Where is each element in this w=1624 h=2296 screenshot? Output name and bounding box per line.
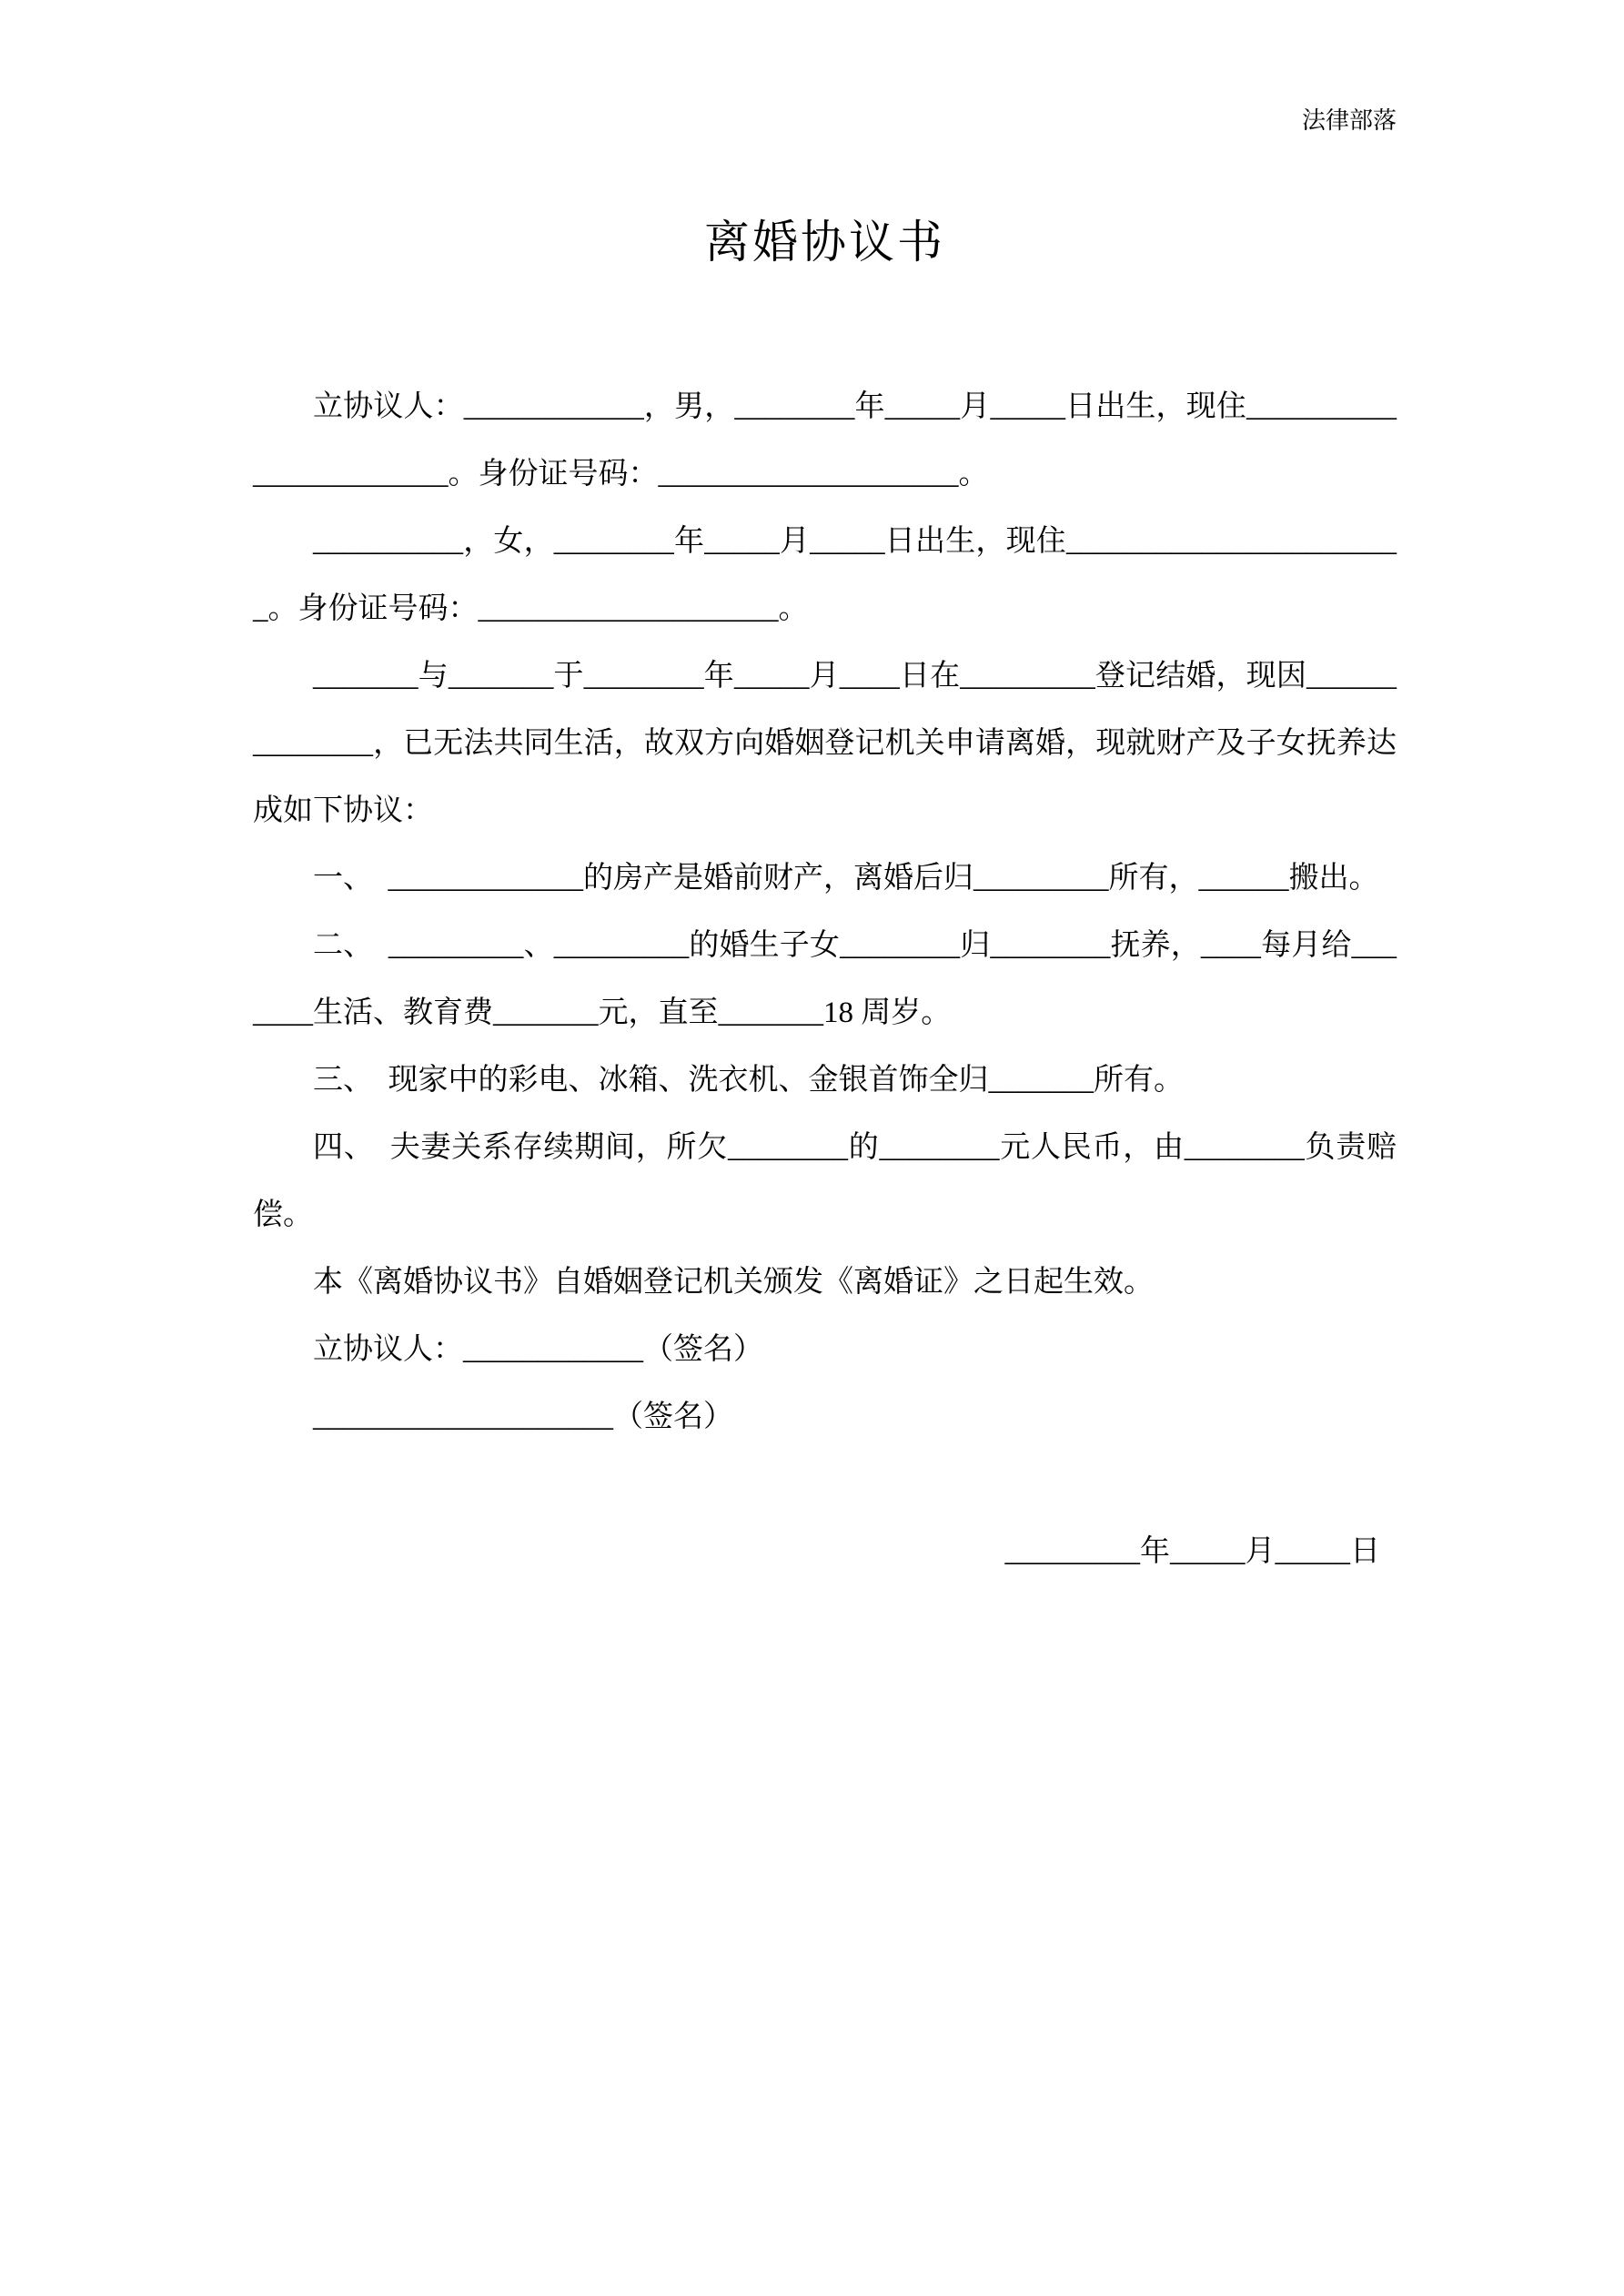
- document-body: [253, 373, 1397, 1585]
- site-label: 法律部落: [1301, 107, 1397, 134]
- page-title: 离婚协议书: [704, 217, 945, 268]
- date-line: _________年_____月_____日: [1004, 1535, 1380, 1568]
- clause-1-property: 一、 _____________的房产是婚前财产，离婚后归_________所有，______搬出。: [313, 862, 1379, 895]
- clause-4-debts: 四、 夫妻关系存续期间，所欠________的________元人民币，由________负责赔偿。: [253, 1131, 1397, 1231]
- clause-2-children: 二、 _________、_________的婚生子女________归________抚养，____每月给_______生活、教育费_______元，直至_______18 周岁。: [253, 929, 1397, 1029]
- effective-clause: 本《离婚协议书》自婚姻登记机关颁发《离婚证》之日起生效。: [313, 1266, 1154, 1299]
- paragraph-party-b: __________，女，________年_____月_____日出生，现住_______________________。身份证号码：____________________。: [253, 525, 1397, 625]
- paragraph-marriage-info: _______与_______于________年_____月____日在_________登记结婚，现因______________，已无法共同生活，故双方向婚姻登记机关申请离婚，现就财产及子女抚养达成如下协议：: [253, 660, 1397, 827]
- signature-line-a: 立协议人：____________（签名）: [313, 1333, 763, 1366]
- clause-3-household-items: 三、 现家中的彩电、冰箱、洗衣机、金银首饰全归_______所有。: [313, 1064, 1184, 1097]
- paragraph-party-a: 立协议人：____________，男，________年_____月_____日出生，现住_______________________。身份证号码：____________________。: [253, 390, 1397, 491]
- signature-line-b: ____________________（签名）: [313, 1401, 733, 1433]
